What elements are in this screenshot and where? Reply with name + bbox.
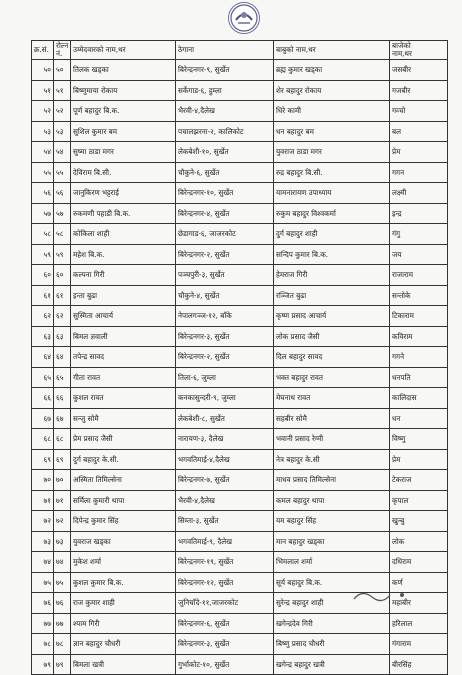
serial-cell: ५९: [32, 244, 54, 265]
father-name-cell: धिरे कामी: [274, 101, 390, 122]
roll-cell: ५३: [54, 121, 71, 142]
roll-cell: ६३: [54, 326, 71, 347]
roll-cell: ६७: [54, 408, 71, 429]
table-row: [32, 613, 448, 634]
table-row: [32, 244, 448, 265]
roll-cell: ५२: [54, 101, 71, 122]
serial-cell: ५४: [32, 142, 54, 163]
name-cell: जानुकिरण भट्टराई: [71, 183, 176, 204]
address-cell: लेकबेशी-८, सुर्खेत: [176, 408, 274, 429]
father-name-cell: खगेन्द्रदेव गिरी: [274, 613, 390, 634]
grandfather-name-cell: विष्णु: [390, 429, 448, 450]
father-name-cell: दिल बहादुर सावद: [274, 347, 390, 368]
table-row: [32, 121, 448, 142]
name-cell: तिलक खड्का: [71, 60, 176, 81]
grandfather-name-cell: जसबीर: [390, 60, 448, 81]
father-name-cell: युवराज ठाडा मगर: [274, 142, 390, 163]
grandfather-name-cell: जय: [390, 244, 448, 265]
address-cell: भगवतिमाई-४,दैलेख: [176, 449, 274, 470]
roll-cell: ७०: [54, 470, 71, 491]
name-cell: पूर्ण बहादुर बि.क.: [71, 101, 176, 122]
table-row: [32, 285, 448, 306]
grandfather-name-cell: गजबीर: [390, 80, 448, 101]
serial-cell: ५१: [32, 80, 54, 101]
address-cell: सर्केगाड-६, हुम्ला: [176, 80, 274, 101]
address-cell: चौकुने-६, सुर्खेत: [176, 162, 274, 183]
father-name-cell: रञ्जित बुढा: [274, 285, 390, 306]
address-cell: बिरेन्द्रनगर-१०, सुर्खेत: [176, 183, 274, 204]
serial-cell: ६८: [32, 429, 54, 450]
roll-cell: ५६: [54, 183, 71, 204]
father-name-cell: रुद्र बहादुर बि.सी.: [274, 162, 390, 183]
address-cell: बिरेन्द्रनगर-२, सुर्खेत: [176, 347, 274, 368]
grandfather-name-cell: प्रेम: [390, 449, 448, 470]
serial-cell: ७६: [32, 593, 54, 614]
address-cell: छेडागाड-६, जाजरकोट: [176, 224, 274, 245]
serial-cell: ६६: [32, 388, 54, 409]
table-row: [32, 552, 448, 573]
name-cell: गीता रावत: [71, 367, 176, 388]
roll-cell: ६६: [54, 388, 71, 409]
father-name-cell: भिमलाल शर्मा: [274, 552, 390, 573]
emblem-logo: [228, 2, 260, 34]
address-cell: सिम्ता-३, सुर्खेत: [176, 511, 274, 532]
serial-cell: ५७: [32, 203, 54, 224]
table-body: [32, 60, 448, 675]
roll-cell: ५५: [54, 162, 71, 183]
father-name-cell: सन्दिप कुमार बि.क.: [274, 244, 390, 265]
serial-cell: ६७: [32, 408, 54, 429]
father-name-cell: सुरेन्द्र बहादुर शाही: [274, 593, 390, 614]
name-cell: सुशिल कुमार बम: [71, 121, 176, 142]
father-name-cell: यामनारायण उपाध्याय: [274, 183, 390, 204]
roll-cell: ५०: [54, 60, 71, 81]
table-row: [32, 429, 448, 450]
table-header-row: [32, 41, 448, 60]
name-cell: सुस्मिता आचार्य: [71, 306, 176, 327]
name-cell: सुष्मा ठाडा मगर: [71, 142, 176, 163]
grandfather-name-cell: कालिदास: [390, 388, 448, 409]
name-cell: दुर्ग बहादुर के.सी.: [71, 449, 176, 470]
father-name-cell: सहबीर सोमै: [274, 408, 390, 429]
table-row: [32, 224, 448, 245]
roll-cell: ७२: [54, 511, 71, 532]
name-cell: सर्मिला कुमारी थापा: [71, 490, 176, 511]
father-name-cell: कमल बहादुर थापा: [274, 490, 390, 511]
roll-cell: ६४: [54, 347, 71, 368]
address-cell: बिरेन्द्रनगर-९, सुर्खेत: [176, 60, 274, 81]
serial-cell: ७१: [32, 490, 54, 511]
roll-cell: ५७: [54, 203, 71, 224]
father-name-cell: हेमराज गिरी: [274, 265, 390, 286]
address-cell: नारायण-३, दैलेख: [176, 429, 274, 450]
address-cell: नेपालगञ्ज-१२, बाँके: [176, 306, 274, 327]
father-name-cell: मेघनाथ रावत: [274, 388, 390, 409]
address-cell: भैरवी-४,दैलेख: [176, 101, 274, 122]
candidate-table: [31, 40, 448, 675]
table-row: [32, 265, 448, 286]
serial-cell: ५३: [32, 121, 54, 142]
father-name-cell: यम बहादुर सिंह: [274, 511, 390, 532]
roll-cell: ६८: [54, 429, 71, 450]
grandfather-name-cell: टेकराज: [390, 470, 448, 491]
address-cell: लेकबेशी-१०, सुर्खेत: [176, 142, 274, 163]
serial-cell: ६३: [32, 326, 54, 347]
name-cell: प्रेम प्रसाद जैसी: [71, 429, 176, 450]
roll-cell: ७९: [54, 654, 71, 675]
name-cell: दिपेन्द्र कुमार सिंह: [71, 511, 176, 532]
grandfather-name-cell: खुन्बु: [390, 511, 448, 532]
roll-cell: ५८: [54, 224, 71, 245]
address-cell: बिरेन्द्रनगर-३, सुर्खेत: [176, 326, 274, 347]
header-roll: [54, 41, 71, 60]
grandfather-name-cell: बल: [390, 121, 448, 142]
grandfather-name-cell: हरिलाल: [390, 613, 448, 634]
serial-cell: ५५: [32, 162, 54, 183]
roll-cell: ७१: [54, 490, 71, 511]
roll-cell: ७७: [54, 613, 71, 634]
grandfather-name-cell: धन: [390, 408, 448, 429]
serial-cell: ७७: [32, 613, 54, 634]
serial-cell: ७९: [32, 654, 54, 675]
table-row: [32, 183, 448, 204]
header-grandfather-line2: नाम,थर: [392, 49, 412, 58]
address-cell: बिरेन्द्रनगर-२, सुर्खेत: [176, 244, 274, 265]
serial-cell: ७३: [32, 531, 54, 552]
table-row: [32, 347, 448, 368]
address-cell: गुर्भाकोट-१०, सुर्खेत: [176, 654, 274, 675]
father-name-cell: रुकुम बहादुर विश्वकर्मा: [274, 203, 390, 224]
table-row: [32, 60, 448, 81]
grandfather-name-cell: कर्ण: [390, 572, 448, 593]
name-cell: ज्ञान बहादुर चौधरी: [71, 634, 176, 655]
header-roll-line1: रोल्न: [56, 41, 69, 51]
grandfather-name-cell: कृपाल: [390, 490, 448, 511]
name-cell: अस्मिता तिमिल्सेना: [71, 470, 176, 491]
grandfather-name-cell: लक्ष्मी: [390, 183, 448, 204]
roll-cell: ६९: [54, 449, 71, 470]
table-row: [32, 326, 448, 347]
name-cell: कुशल रावत: [71, 388, 176, 409]
serial-cell: ६९: [32, 449, 54, 470]
table-row: [32, 101, 448, 122]
name-cell: कोकिला शाही: [71, 224, 176, 245]
name-cell: श्याम गिरी: [71, 613, 176, 634]
address-cell: कनकासुन्दरी-९, जुम्ला: [176, 388, 274, 409]
address-cell: बिरेन्द्रनगर-४, सुर्खेत: [176, 203, 274, 224]
grandfather-name-cell: गव्चो: [390, 101, 448, 122]
ink-mark: [350, 585, 420, 603]
name-cell: राज कुमार शाही: [71, 593, 176, 614]
father-name-cell: नेत्र बहादुर के.सी: [274, 449, 390, 470]
name-cell: रुकमणी पहाडी बि.क.: [71, 203, 176, 224]
father-name-cell: माधव प्रसाद तिमिल्सेना: [274, 470, 390, 491]
father-name-cell: लोक प्रसाद जैसी: [274, 326, 390, 347]
emblem-icon: [229, 3, 259, 33]
grandfather-name-cell: गगन: [390, 162, 448, 183]
name-cell: मुकेश शर्मा: [71, 552, 176, 573]
name-cell: इन्ता बुढा: [71, 285, 176, 306]
table-row: [32, 511, 448, 532]
table-row: [32, 490, 448, 511]
grandfather-name-cell: राजाराम: [390, 265, 448, 286]
table-row: [32, 449, 448, 470]
roll-cell: ७३: [54, 531, 71, 552]
roll-cell: ५९: [54, 244, 71, 265]
table-row: [32, 634, 448, 655]
header-roll-line2: नं.: [56, 49, 63, 58]
name-cell: बिष्णुमाया रोकाय: [71, 80, 176, 101]
grandfather-name-cell: दधिराम: [390, 552, 448, 573]
table-row: [32, 408, 448, 429]
father-name-cell: भक्त बहादुर रावत: [274, 367, 390, 388]
table-row: [32, 470, 448, 491]
roll-cell: ६२: [54, 306, 71, 327]
grandfather-name-cell: कविराम: [390, 326, 448, 347]
address-cell: बिरेन्द्रनगर-७, सुर्खेत: [176, 470, 274, 491]
serial-cell: ५०: [32, 60, 54, 81]
serial-cell: ५६: [32, 183, 54, 204]
address-cell: बिरेन्द्रनगर-१२, सुर्खेत: [176, 572, 274, 593]
table-row: [32, 531, 448, 552]
table-row: [32, 388, 448, 409]
grandfather-name-cell: सन्तोके: [390, 285, 448, 306]
address-cell: भैरवी-४,दैलेख: [176, 490, 274, 511]
father-name-cell: दुर्ग बहादुर शाही: [274, 224, 390, 245]
roll-cell: ७८: [54, 634, 71, 655]
father-name-cell: भवानी प्रसाद रेग्मी: [274, 429, 390, 450]
address-cell: बिरेन्द्रनगर-३, सुर्खेत: [176, 634, 274, 655]
father-name-cell: कृष्ण प्रसाद आचार्य: [274, 306, 390, 327]
table-row: [32, 306, 448, 327]
serial-cell: ७५: [32, 572, 54, 593]
grandfather-name-cell: महाबीर: [390, 593, 448, 614]
father-name-cell: शेर बहादुर रोकाय: [274, 80, 390, 101]
table-row: [32, 367, 448, 388]
name-cell: महेश बि.क.: [71, 244, 176, 265]
serial-cell: ७०: [32, 470, 54, 491]
address-cell: बिरेन्द्रनगर-६, सुर्खेत: [176, 613, 274, 634]
father-name-cell: सूर्य बहादुर बि.क.: [274, 572, 390, 593]
serial-cell: ६४: [32, 347, 54, 368]
address-cell: चौकुने-४, सुर्खेत: [176, 285, 274, 306]
name-cell: तपेन्द्र सावद: [71, 347, 176, 368]
father-name-cell: मान बहादुर खड्का: [274, 531, 390, 552]
name-cell: युवराज खड्का: [71, 531, 176, 552]
father-name-cell: बिष्णु प्रसाद चौधरी: [274, 634, 390, 655]
roll-cell: ५१: [54, 80, 71, 101]
address-cell: जुनिचाँदे-११,जाजरकोट: [176, 593, 274, 614]
serial-cell: ७२: [32, 511, 54, 532]
table-row: [32, 162, 448, 183]
grandfather-name-cell: गगने: [390, 347, 448, 368]
grandfather-name-cell: गंगाराम: [390, 634, 448, 655]
name-cell: सन्जु सोमै: [71, 408, 176, 429]
table-row: [32, 203, 448, 224]
father-name-cell: ब्रह्म कुमार खड्का: [274, 60, 390, 81]
father-name-cell: खगेन्द्र बहादुर खत्री: [274, 654, 390, 675]
address-cell: पचालझरना-२, कालिकोट: [176, 121, 274, 142]
header-grandfather-line1: बाजेको: [392, 41, 411, 51]
address-cell: तिला-६, जुम्ला: [176, 367, 274, 388]
grandfather-name-cell: इन्द्र: [390, 203, 448, 224]
header-address: ठेगाना: [176, 41, 274, 60]
serial-cell: ५२: [32, 101, 54, 122]
header-grandfather: [390, 41, 448, 60]
grandfather-name-cell: टिकाराम: [390, 306, 448, 327]
table-row: [32, 654, 448, 675]
roll-cell: ६१: [54, 285, 71, 306]
address-cell: भगवतिमाई-९, दैलेख: [176, 531, 274, 552]
name-cell: कुशल कुमार बि.क.: [71, 572, 176, 593]
serial-cell: ६५: [32, 367, 54, 388]
name-cell: कल्पना गिरी: [71, 265, 176, 286]
serial-cell: ६२: [32, 306, 54, 327]
roll-cell: ६५: [54, 367, 71, 388]
grandfather-name-cell: गंगु: [390, 224, 448, 245]
header-father: बाबुको नाम,थर: [274, 41, 390, 60]
serial-cell: ७४: [32, 552, 54, 573]
roll-cell: ७६: [54, 593, 71, 614]
grandfather-name-cell: लोक: [390, 531, 448, 552]
roll-cell: ७४: [54, 552, 71, 573]
table-row: [32, 142, 448, 163]
name-cell: देविराम बि.सी.: [71, 162, 176, 183]
grandfather-name-cell: बीरसिंह: [390, 654, 448, 675]
roll-cell: ५४: [54, 142, 71, 163]
grandfather-name-cell: प्रेम: [390, 142, 448, 163]
grandfather-name-cell: धनपति: [390, 367, 448, 388]
header-name: उम्मेदवारको नाम,थर: [71, 41, 176, 60]
table-row: [32, 80, 448, 101]
father-name-cell: धन बहादुर बम: [274, 121, 390, 142]
address-cell: पञ्चपुरी-३, सुर्खेत: [176, 265, 274, 286]
serial-cell: ७८: [32, 634, 54, 655]
serial-cell: ६०: [32, 265, 54, 286]
serial-cell: ५८: [32, 224, 54, 245]
header-serial: क्र.सं.: [32, 41, 54, 60]
name-cell: बिमल ज्ञवाली: [71, 326, 176, 347]
roll-cell: ६०: [54, 265, 71, 286]
address-cell: बिरेन्द्रनगर-१९, सुर्खेत: [176, 552, 274, 573]
serial-cell: ६१: [32, 285, 54, 306]
roll-cell: ७५: [54, 572, 71, 593]
name-cell: बिमला खत्री: [71, 654, 176, 675]
